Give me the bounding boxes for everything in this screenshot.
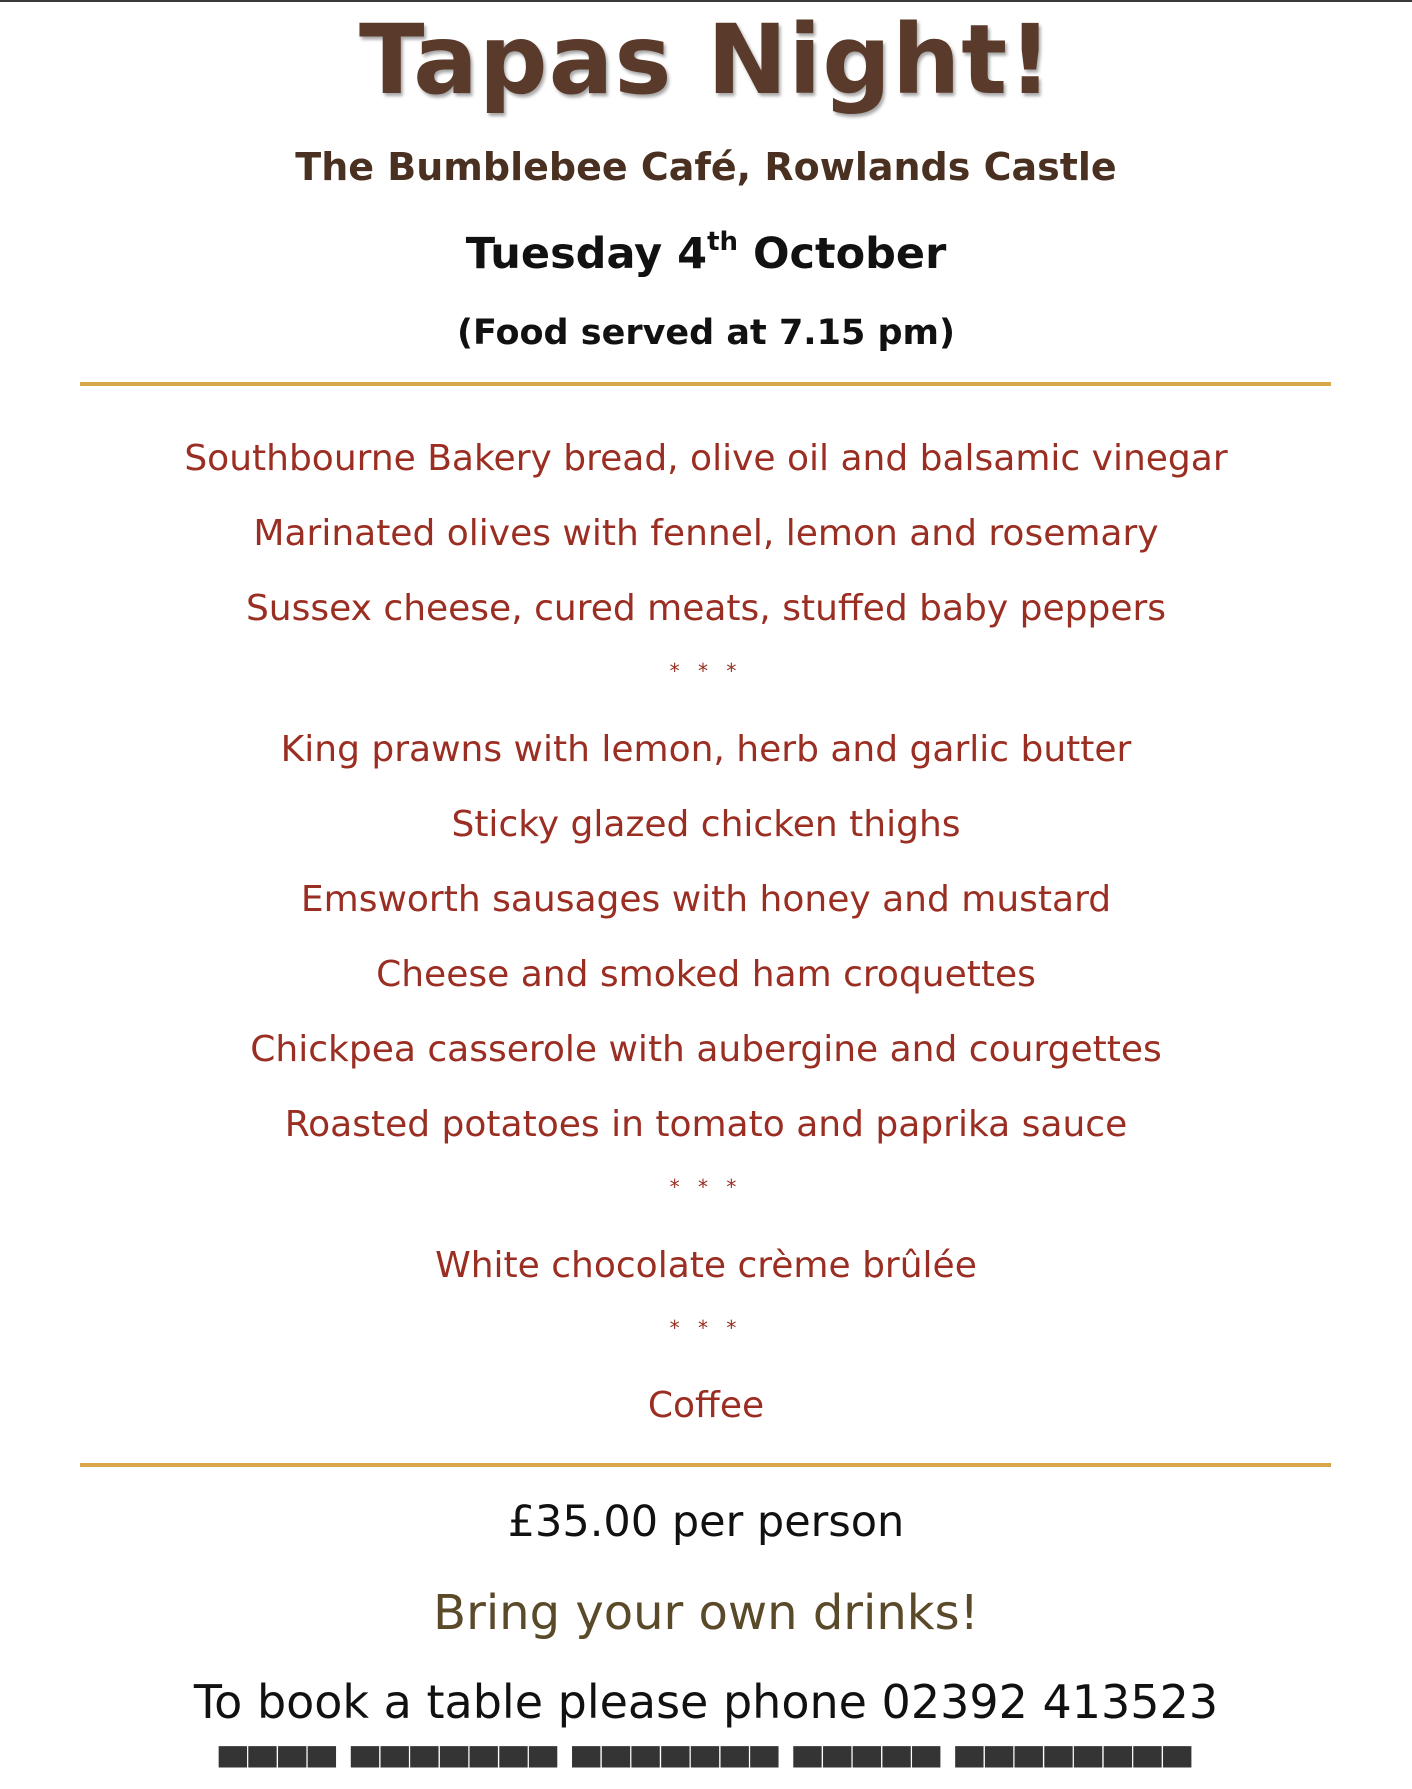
date-day: Tuesday 4 [465, 229, 708, 279]
dessert-item: White chocolate crème brûlée [435, 1245, 977, 1286]
price-per-person: £35.00 per person [507, 1497, 905, 1547]
event-date [0, 226, 1412, 282]
menu-item: Sussex cheese, cured meats, stuffed baby peppers [245, 588, 1167, 629]
venue-name: The Bumblebee Café, Rowlands Castle [295, 145, 1117, 189]
date-ordinal-suffix: th [707, 227, 739, 257]
menu-item: Marinated olives with fennel, lemon and rosemary [253, 513, 1159, 554]
menu-item: King prawns with lemon, herb and garlic butter [280, 729, 1132, 770]
poster-title: Tapas Night! [359, 4, 1053, 116]
section-separator-stars: * * * [669, 1175, 743, 1199]
date-month: October [738, 229, 947, 279]
cropped-text-line [0, 1748, 1412, 1789]
bottom-divider [80, 1463, 1331, 1467]
menu-item: Chickpea casserole with aubergine and courgettes [250, 1029, 1162, 1070]
menu-item: Sticky glazed chicken thighs [451, 804, 961, 845]
section-separator-stars: * * * [669, 659, 743, 683]
top-divider [80, 382, 1331, 386]
section-separator-stars: * * * [669, 1316, 743, 1340]
menu-item: Southbourne Bakery bread, olive oil and balsamic vinegar [184, 438, 1228, 479]
bring-your-own-drinks: Bring your own drinks! [433, 1585, 979, 1641]
cropped-text-fragment: ▀▀▀▀ ▀▀▀▀▀▀▀ ▀▀▀▀▀▀▀ ▀▀▀▀▀ ▀▀▀▀▀▀▀▀ [218, 1748, 1194, 1789]
booking-phone: To book a table please phone 02392 413523 [193, 1675, 1219, 1729]
menu-item: Roasted potatoes in tomato and paprika sauce [284, 1104, 1128, 1145]
coffee-item: Coffee [647, 1385, 765, 1426]
menu-item: Emsworth sausages with honey and mustard [300, 879, 1112, 920]
serving-time: (Food served at 7.15 pm) [456, 313, 956, 353]
menu-item: Cheese and smoked ham croquettes [376, 954, 1036, 995]
